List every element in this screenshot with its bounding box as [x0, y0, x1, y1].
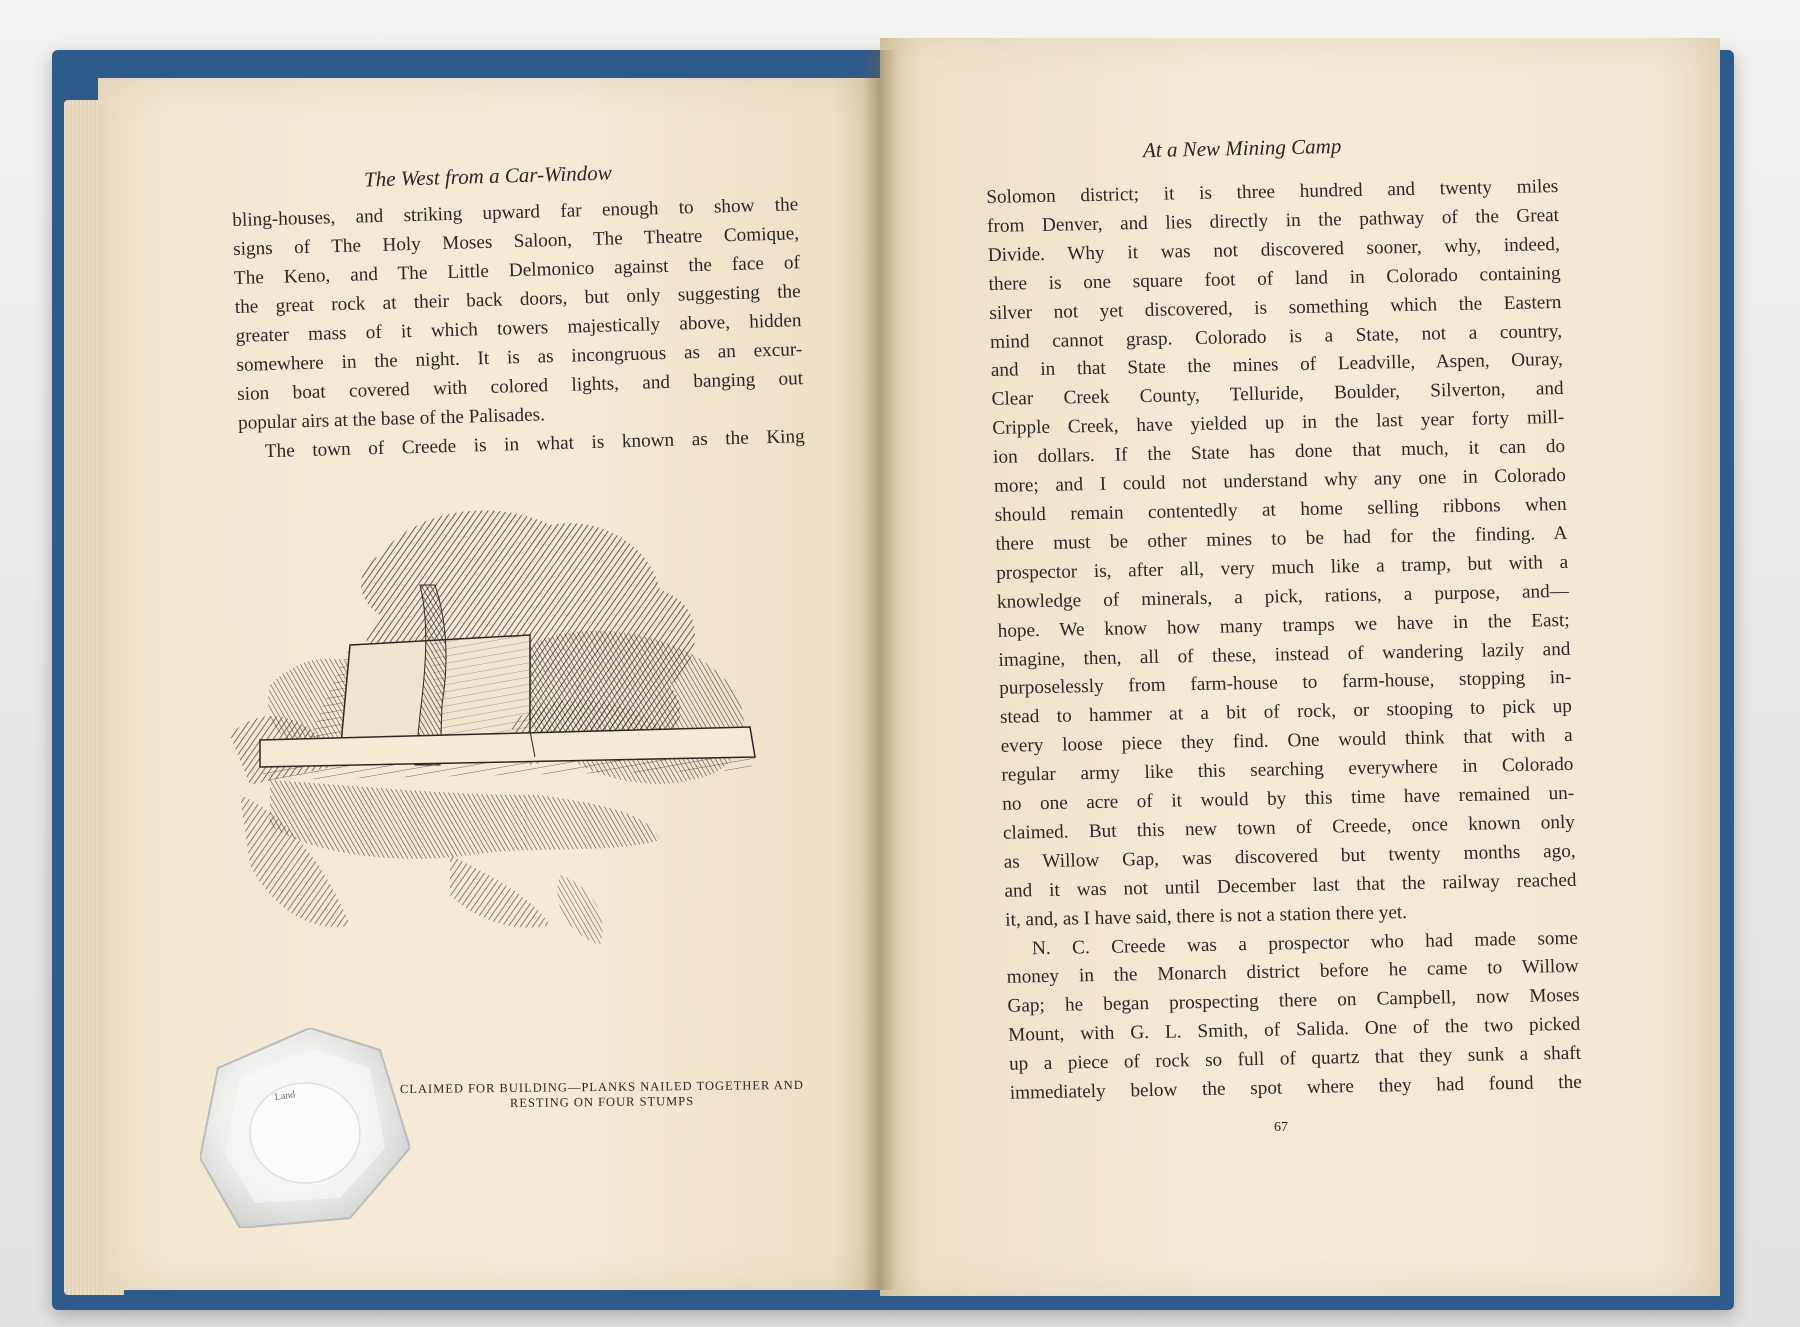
text-line: The Keno, and The Little Delmonico against the face of: [233, 252, 801, 289]
right-text-block: [986, 173, 1582, 1109]
text-line: and it was not until December last that the railway reached: [1004, 869, 1577, 902]
text-line: N. C. Creede was a prospector who had made some: [1031, 927, 1579, 959]
text-line: more; and I could not understand why any one in Colorado: [993, 464, 1567, 497]
left-text-block: [232, 190, 805, 467]
text-line: imagine, then, all of these, instead of wandering lazily and: [998, 638, 1571, 671]
text-line: silver not yet discovered, is something which the Eastern: [989, 291, 1562, 324]
text-line: somewhere in the night. It is as incongruous as an excur-: [236, 339, 803, 376]
text-line: Cripple Creek, have yielded up in the last year forty mill-: [992, 407, 1565, 440]
text-line: every loose piece they find. One would think that with a: [1000, 725, 1573, 758]
text-line: mind cannot grasp. Colorado is a State, not a country,: [989, 320, 1563, 353]
text-line: from Denver, and lies directly in the pathway of the Great: [986, 204, 1560, 237]
text-line: prospector is, after all, very much like a tramp, but with a: [995, 551, 1569, 584]
text-line: signs of The Holy Moses Saloon, The Theatre Comique,: [232, 223, 800, 260]
text-line: Gap; he began prospecting there on Campbell, now Moses: [1007, 985, 1580, 1018]
text-line: money in the Monarch district before he came to Willow: [1006, 956, 1579, 989]
text-line: Clear Creek County, Telluride, Boulder, Silverton, and: [991, 378, 1564, 411]
text-line: there must be other mines to be had for the finding. A: [995, 522, 1568, 555]
text-line: the great rock at their back doors, but only suggesting the: [234, 281, 801, 318]
engraving-illustration: [230, 495, 790, 1055]
caption-line-1: CLAIMED FOR BUILDING—PLANKS NAILED TOGETHER AND: [399, 1077, 804, 1097]
text-line: Solomon district; it is three hundred and twenty miles: [986, 176, 1559, 208]
text-line: claimed. But this new town of Creede, once known only: [1002, 811, 1576, 844]
text-line: and in that State the mines of Leadville, Aspen, Ouray,: [990, 349, 1564, 382]
text-line: popular airs at the base of the Palisades.: [237, 404, 546, 434]
text-line: regular army like this searching everywhere in Colorado: [1001, 753, 1574, 786]
text-line: ion dollars. If the State has done that much, it can do: [992, 436, 1566, 469]
left-running-head: The West from a Car-Window: [363, 160, 612, 192]
page-number: 67: [1274, 1120, 1288, 1135]
text-line: bling-houses, and striking upward far enough to show the: [232, 194, 799, 231]
text-line: there is one square foot of land in Colorado containing: [988, 262, 1561, 295]
text-line: purposelessly from farm-house to farm-house, stopping in-: [998, 667, 1572, 700]
text-line: should remain contentedly at home selling ribbons when: [994, 493, 1567, 526]
glass-paperweight: [200, 1028, 410, 1228]
text-line: The town of Creede is in what is known as the King: [264, 426, 805, 463]
text-line: Divide. Why it was not discovered sooner, why, indeed,: [987, 233, 1561, 266]
text-line: stead to hammer at a bit of rock, or stooping to pick up: [999, 696, 1573, 729]
obscured-caption-text: Land: [274, 1089, 296, 1104]
right-running-head: At a New Mining Camp: [1142, 133, 1342, 163]
text-line: it, and, as I have said, there is not a station there yet.: [1004, 901, 1408, 931]
text-line: greater mass of it which towers majestically above, hidden: [235, 310, 802, 347]
text-line: immediately below the spot where they had found the: [1009, 1071, 1582, 1104]
text-line: knowledge of minerals, a pick, rations, a purpose, and—: [996, 580, 1570, 613]
text-line: as Willow Gap, was discovered but twenty months ago,: [1003, 840, 1576, 873]
text-line: hope. We know how many tramps we have in the East;: [997, 609, 1570, 642]
caption-line-2: RESTING ON FOUR STUMPS: [509, 1094, 695, 1110]
illustration-caption: [398, 1078, 806, 1112]
text-line: sion boat covered with colored lights, and banging out: [236, 368, 804, 405]
text-line: no one acre of it would by this time have remained un-: [1001, 782, 1575, 815]
text-line: Mount, with G. L. Smith, of Salida. One of the two picked: [1008, 1014, 1581, 1047]
spine-shadow: [862, 50, 898, 1290]
text-line: up a piece of rock so full of quartz that they sunk a shaft: [1008, 1042, 1582, 1075]
